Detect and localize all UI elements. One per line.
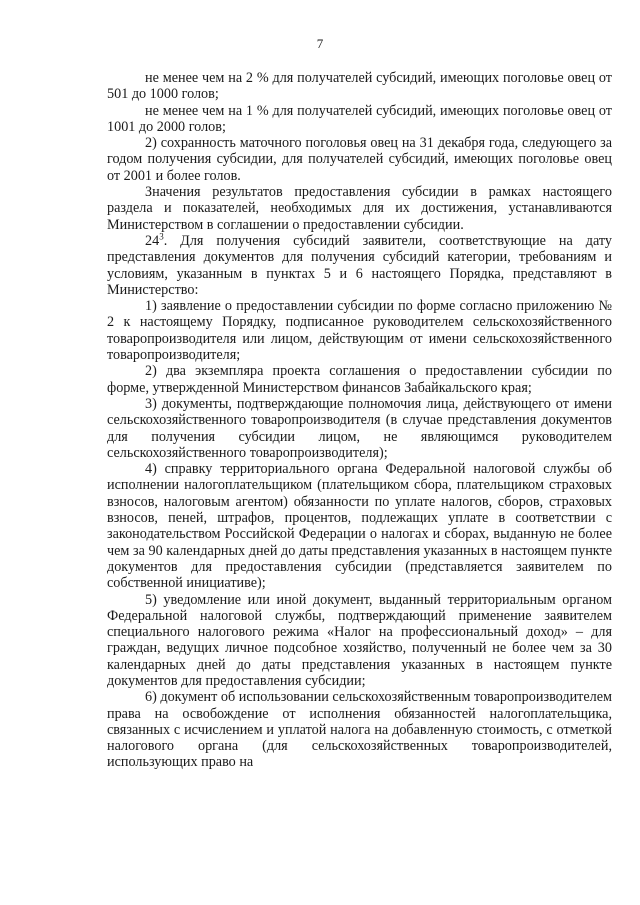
paragraph-results-values: Значения результатов предоставления субсидии в рамках настоящего раздела и показателей, необходимых для их достижения, устанавливаются Министерством в соглашении о предоставлении субсидии. xyxy=(107,184,612,233)
paragraph-item-2-agreement-copies: 2) два экземпляра проекта соглашения о предоставлении субсидии по форме, утвержденной Министерством финансов Забайкальского края; xyxy=(107,363,612,396)
clause-text: . Для получения субсидий заявители, соответствующие на дату представления документов для получения субсидий категории, требованиям и условиям, указанным в пунктах 5 и 6 настоящего Порядка, представляют в Министерство: xyxy=(107,232,612,298)
paragraph-item-5-tax-notice: 5) уведомление или иной документ, выданный территориальным органом Федеральной налоговой службы, подтверждающий применение заявителем специального налогового режима «Налог на профессиональный доход» – для граждан, ведущих личное подсобное хозяйство, полученный не более чем за 30 календарных дней до даты представления указанных в настоящем пункте документов для предоставления субсидии; xyxy=(107,591,612,689)
paragraph-item-2-ewe-preservation: 2) сохранность маточного поголовья овец на 31 декабря года, следующего за годом получения субсидии, для получателей субсидий, имеющих поголовье овец от 2001 и более голов. xyxy=(107,135,612,184)
page-number: 7 xyxy=(316,36,324,51)
clause-superscript: 3 xyxy=(159,231,164,242)
paragraph-item-4-tax-certificate: 4) справку территориального органа Федеральной налоговой службы об исполнении налогоплательщиком (плательщиком сбора, плательщиком страховых взносов, налоговым агентом) обязанности по уплате налогов, сборов, страховых взносов, пеней, штрафов, процентов, подлежащих уплате в соответствии с законодательством Российской Федерации о налогах и сборах, выданную не более чем за 90 календарных дней до даты представления указанных в настоящем пункте документов для предоставления субсидии (представляется заявителем по собственной инициативе); xyxy=(107,461,612,592)
document-body xyxy=(107,70,612,771)
clause-number: 24 xyxy=(145,232,160,249)
paragraph-item-6-vat-exemption: 6) документ об использовании сельскохозяйственным товаропроизводителем права на освобождение от исполнения обязанностей налогоплательщика, связанных с исчислением и уплатой налога на добавленную стоимость, с отметкой налогового органа (для сельскохозяйственных товаропроизводителей, использующих право на xyxy=(107,689,613,771)
paragraph-item-3-authority-docs: 3) документы, подтверждающие полномочия лица, действующего от имени сельскохозяйственного товаропроизводителя (в случае представления документов для получения субсидии лицом, не являющимся руководителем сельскохозяйственного товаропроизводителя); xyxy=(107,395,612,461)
paragraph-item-1-application: 1) заявление о предоставлении субсидии по форме согласно приложению № 2 к настоящему Порядку, подписанное руководителем сельскохозяйственного товаропроизводителя или лицом, действующим от имени сельскохозяйственного товаропроизводителя; xyxy=(107,298,612,364)
paragraph-clause-24-3 xyxy=(107,233,612,298)
paragraph-sheep-501-1000: не менее чем на 2 % для получателей субсидий, имеющих поголовье овец от 501 до 1000 голов; xyxy=(107,70,612,103)
paragraph-sheep-1001-2000: не менее чем на 1 % для получателей субсидий, имеющих поголовье овец от 1001 до 2000 голов; xyxy=(107,102,612,135)
